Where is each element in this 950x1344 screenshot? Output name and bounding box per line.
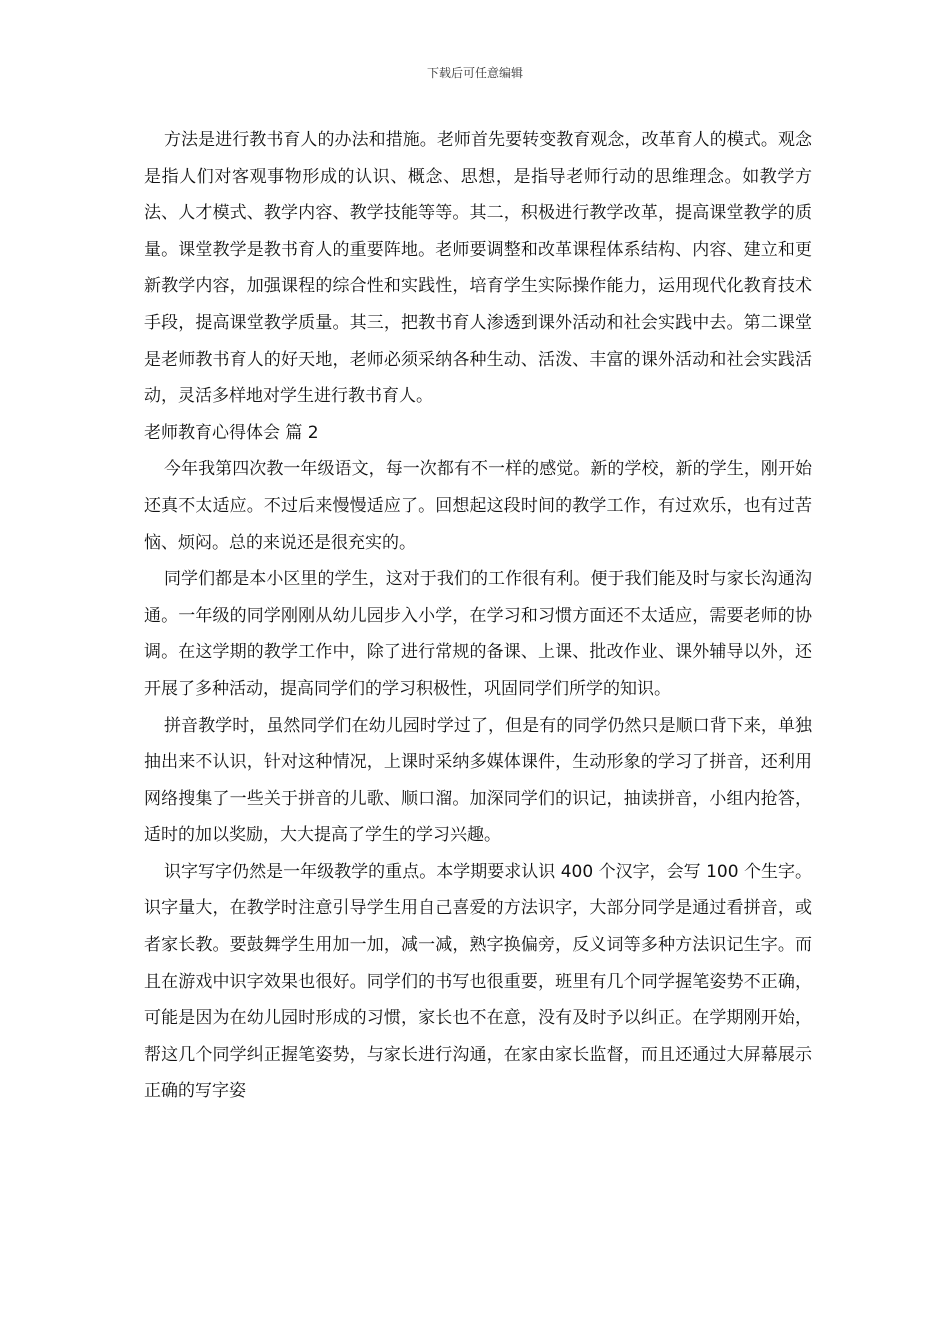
document-body — [144, 122, 812, 1110]
page-header: 下载后可任意编辑 — [426, 66, 523, 80]
paragraph-5: 识字写字仍然是一年级教学的重点。本学期要求认识 400 个汉字，会写 100 个生字。识字量大，在教学时注意引导学生用自己喜爱的方法识字，大部分同学是通过看拼音，或者家长教。要鼓舞学生用加一加，减一减，熟字换偏旁，反义词等多种方法识记生字。而且在游戏中识字效果也很好。同学们的书写也很重要，班里有几个同学握笔姿势不正确，可能是因为在幼儿园时形成的习惯，家长也不在意，没有及时予以纠正。在学期刚开始，帮这几个同学纠正握笔姿势，与家长进行沟通，在家由家长监督，而且还通过大屏幕展示正确的写字姿 — [144, 861, 812, 1102]
paragraph-3: 同学们都是本小区里的学生，这对于我们的工作很有利。便于我们能及时与家长沟通沟通。一年级的同学刚刚从幼儿园步入小学，在学习和习惯方面还不太适应，需要老师的协调。在这学期的教学工作中，除了进行常规的备课、上课、批改作业、课外辅导以外，还开展了多种活动，提高同学们的学习积极性，巩固同学们所学的知识。 — [144, 569, 812, 699]
section-heading: 老师教育心得体会 篇 2 — [144, 422, 319, 443]
paragraph-2: 今年我第四次教一年级语文，每一次都有不一样的感觉。新的学校，新的学生，刚开始还真不太适应。不过后来慢慢适应了。回想起这段时间的教学工作，有过欢乐，也有过苦恼、烦闷。总的来说还是很充实的。 — [144, 459, 812, 553]
paragraph-4: 拼音教学时，虽然同学们在幼儿园时学过了，但是有的同学仍然只是顺口背下来，单独抽出来不认识，针对这种情况，上课时采纳多媒体课件，生动形象的学习了拼音，还利用网络搜集了一些关于拼音的儿歌、顺口溜。加深同学们的识记，抽读拼音，小组内抢答，适时的加以奖励，大大提高了学生的学习兴趣。 — [144, 715, 812, 846]
paragraph-1: 方法是进行教书育人的办法和措施。老师首先要转变教育观念，改革育人的模式。观念是指人们对客观事物形成的认识、概念、思想，是指导老师行动的思维理念。如教学方法、人才模式、教学内容、教学技能等等。其二，积极进行教学改革，提高课堂教学的质量。课堂教学是教书育人的重要阵地。老师要调整和改革课程体系结构、内容、建立和更新教学内容，加强课程的综合性和实践性，培育学生实际操作能力，运用现代化教育技术手段，提高课堂教学质量。其三，把教书育人渗透到课外活动和社会实践中去。第二课堂是老师教书育人的好天地，老师必须采纳各种生动、活泼、丰富的课外活动和社会实践活动，灵活多样地对学生进行教书育人。 — [144, 130, 812, 407]
